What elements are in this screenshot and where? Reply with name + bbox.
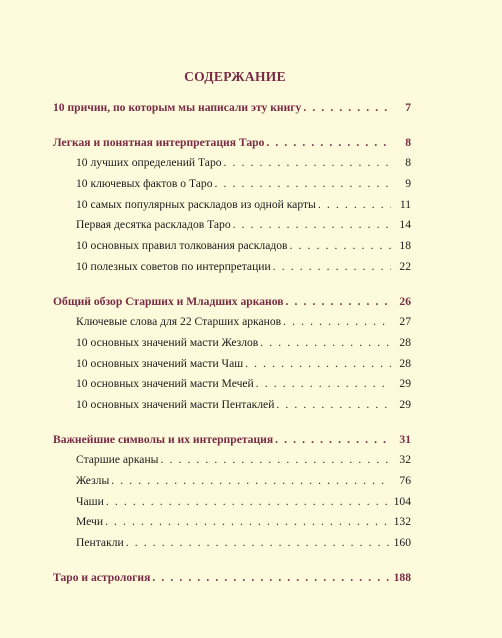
toc-section-page: 8 [405,135,411,149]
toc-entry-page: 29 [399,377,411,391]
dot-leader [111,471,391,492]
toc-entry-title: 10 лучших определений Таро [76,156,222,170]
dot-leader [224,153,391,174]
toc-entry[interactable] [53,153,411,174]
toc-entry[interactable] [53,312,411,333]
toc-entry-page: 14 [399,218,411,232]
toc-entry-page: 28 [399,335,411,349]
toc-section-page: 188 [393,570,411,584]
dot-leader [152,568,391,589]
toc-section-page: 26 [399,294,411,308]
toc-entry-title: Пентакли [76,536,124,550]
toc-entry[interactable] [53,533,411,554]
dot-leader [273,257,391,278]
toc-entry[interactable] [53,395,411,416]
toc-entry-page: 160 [393,536,411,550]
toc-entry[interactable] [53,512,411,533]
dot-leader [276,395,391,416]
dot-leader [160,450,391,471]
dot-leader [286,292,392,313]
toc-section-title: Легкая и понятная интерпретация Таро [53,135,265,149]
dot-leader [303,98,391,119]
toc-section[interactable] [53,133,411,154]
toc-entry-page: 104 [393,494,411,508]
toc-entry-page: 76 [399,474,411,487]
dot-leader [256,374,391,395]
toc-entry[interactable] [53,257,411,278]
toc-entry[interactable] [53,471,411,492]
page-title: СОДЕРЖАНИЕ [184,69,286,84]
toc-section-title: 10 причин, по которым мы написали эту книгу [53,101,302,114]
dot-leader [290,236,391,257]
dot-leader [260,333,391,354]
toc-entry-page: 18 [399,239,411,253]
toc-entry-title: 10 ключевых фактов о Таро [76,177,213,191]
toc-entry-title: Старшие арканы [76,453,159,467]
toc-entry[interactable] [53,333,411,354]
toc-entry-title: Мечи [76,515,104,529]
section-gap [53,554,411,568]
toc-entry[interactable] [53,174,411,195]
toc-entry-page: 27 [399,315,411,329]
section-gap [53,416,411,430]
dot-leader [266,133,391,154]
table-of-contents [53,98,411,588]
section-gap [53,278,411,292]
toc-entry-page: 132 [393,515,411,529]
toc-entry-page: 9 [405,177,411,191]
toc-entry-title: 10 основных значений масти Чаш [76,356,244,370]
toc-entry-page: 8 [405,156,411,170]
toc-section[interactable] [53,98,411,119]
toc-entry-page: 22 [399,259,411,273]
toc-section[interactable] [53,430,411,451]
dot-leader [105,512,391,533]
section-gap [53,119,411,133]
toc-entry[interactable] [53,492,411,513]
toc-entry-title: Чаши [76,494,104,508]
toc-entry-title: 10 основных значений масти Жезлов [76,335,259,349]
toc-entry-title: Жезлы [76,474,110,487]
toc-entry-page: 32 [399,453,411,467]
dot-leader [215,174,391,195]
toc-entry[interactable] [53,215,411,236]
toc-entry-page: 29 [399,397,411,411]
toc-entry-title: 10 самых популярных раскладов из одной карты [76,197,316,211]
toc-entry[interactable] [53,374,411,395]
dot-leader [245,354,391,375]
toc-entry-page: 11 [399,197,411,211]
toc-section-title: Важнейшие символы и их интерпретация [53,432,274,446]
toc-entry-title: 10 полезных советов по интерпретации [76,259,271,273]
toc-section[interactable] [53,292,411,313]
dot-leader [126,533,391,554]
toc-section-page: 7 [405,101,411,114]
toc-section[interactable] [53,568,411,589]
dot-leader [275,430,391,451]
toc-entry[interactable] [53,195,411,216]
dot-leader [106,492,391,513]
toc-entry[interactable] [53,450,411,471]
toc-entry[interactable] [53,354,411,375]
toc-entry-title: 10 основных значений масти Мечей [76,377,254,391]
dot-leader [283,312,391,333]
dot-leader [318,195,391,216]
dot-leader [233,215,391,236]
toc-entry-title: Первая десятка раскладов Таро [76,218,231,232]
toc-entry-title: 10 основных правил толкования раскладов [76,239,288,253]
toc-section-title: Таро и астрология [53,570,151,584]
toc-entry-page: 28 [399,356,411,370]
toc-section-page: 31 [399,432,411,446]
toc-section-title: Общий обзор Старших и Младших арканов [53,294,284,308]
toc-entry[interactable] [53,236,411,257]
toc-entry-title: Ключевые слова для 22 Старших арканов [76,315,282,329]
toc-entry-title: 10 основных значений масти Пентаклей [76,397,275,411]
